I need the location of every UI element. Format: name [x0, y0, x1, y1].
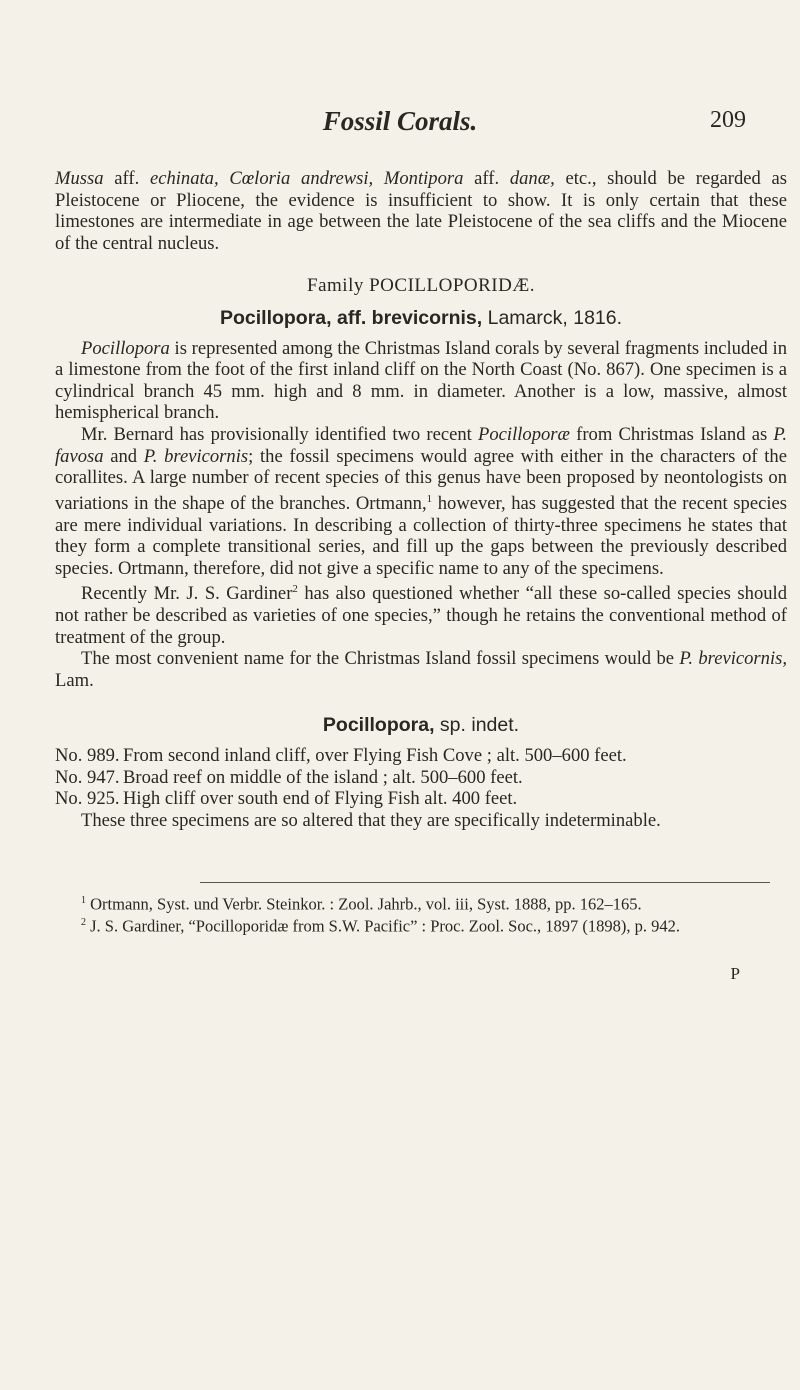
footnote-divider	[200, 882, 770, 883]
intro-paragraph: Mussa aff. echinata, Cœloria andrewsi, Montipora aff. danæ, etc., should be regarded as Pleistocene or Pliocene, the evidence is insufficient to show. It is only certain that these limestones are intermediate in age between the late Pleistocene of the sea cliffs and the Miocene of the central nucleus.	[55, 168, 787, 254]
footnote-2: $^2$ J. S. Gardiner, “Pocilloporidæ from S.W. Pacific” : Proc. Zool. Soc., 1897 (1898), p. 942.	[81, 916, 681, 936]
footnotes	[55, 892, 790, 936]
signature-mark: P	[730, 964, 740, 983]
footnote-1: $^1$ Ortmann, Syst. und Verbr. Steinkor. : Zool. Jahrb., vol. iii, Syst. 1888, pp. 162–165.	[81, 894, 642, 914]
closing-paragraph: These three specimens are so altered that they are specifically indeterminable.	[81, 809, 661, 831]
specimen-record: No. 947. Broad reef on middle of the island ; alt. 500–600 feet.	[55, 766, 523, 788]
footnote-ref-2: 2	[292, 583, 298, 596]
body-text	[55, 168, 787, 831]
paragraph-4: The most convenient name for the Christmas Island fossil specimens would be P. brevicornis, Lam.	[55, 648, 788, 691]
paragraph-3: Recently Mr. J. S. Gardiner$^2$ has also questioned whether “all these so-called species should not rather be described as varieties of one species,” though he retains the conventional method of treatment of the group.	[55, 583, 788, 648]
paragraph-1: Pocillopora is represented among the Christmas Island corals by several fragments included in a limestone from the foot of the first inland cliff on the North Coast (No. 867). One specimen is a cylindrical branch 45 mm. high and 8 mm. in diameter. Another is a low, massive, almost hemispherical branch.	[55, 337, 787, 424]
specimen-record: No. 925. High cliff over south end of Flying Fish alt. 400 feet.	[55, 788, 518, 810]
paragraph-2: Mr. Bernard has provisionally identified two recent Pocilloporæ from Christmas Island as P. favosa and P. brevicornis; the fossil specimens would agree with either in the characters of the corallites. A large number of recent species of this genus have been proposed by neontologists on variations in the shape of the branches. Ortmann,$^1$ however, has suggested that the recent species are mere individual variations. In describing a collection of thirty-three specimens he states that they form a complete transitional series, and fill up the gaps between the previously described species. Ortmann, therefore, did not give a specific name to any of the specimens.	[55, 423, 787, 579]
indet-heading: Pocillopora, sp. indet.	[322, 714, 520, 737]
running-head: Fossil Corals.	[322, 106, 478, 136]
page-number: 209	[710, 107, 746, 133]
family-heading: Family POCILLOPORIDÆ.	[307, 275, 535, 297]
species-heading: Pocillopora, aff. brevicornis, Lamarck, 1816.	[219, 306, 623, 329]
footnote-ref-1: 1	[426, 492, 433, 505]
genus-name: Mussa	[55, 168, 104, 189]
specimen-record: No. 989. From second inland cliff, over Flying Fish Cove ; alt. 500–600 feet.	[55, 745, 627, 767]
